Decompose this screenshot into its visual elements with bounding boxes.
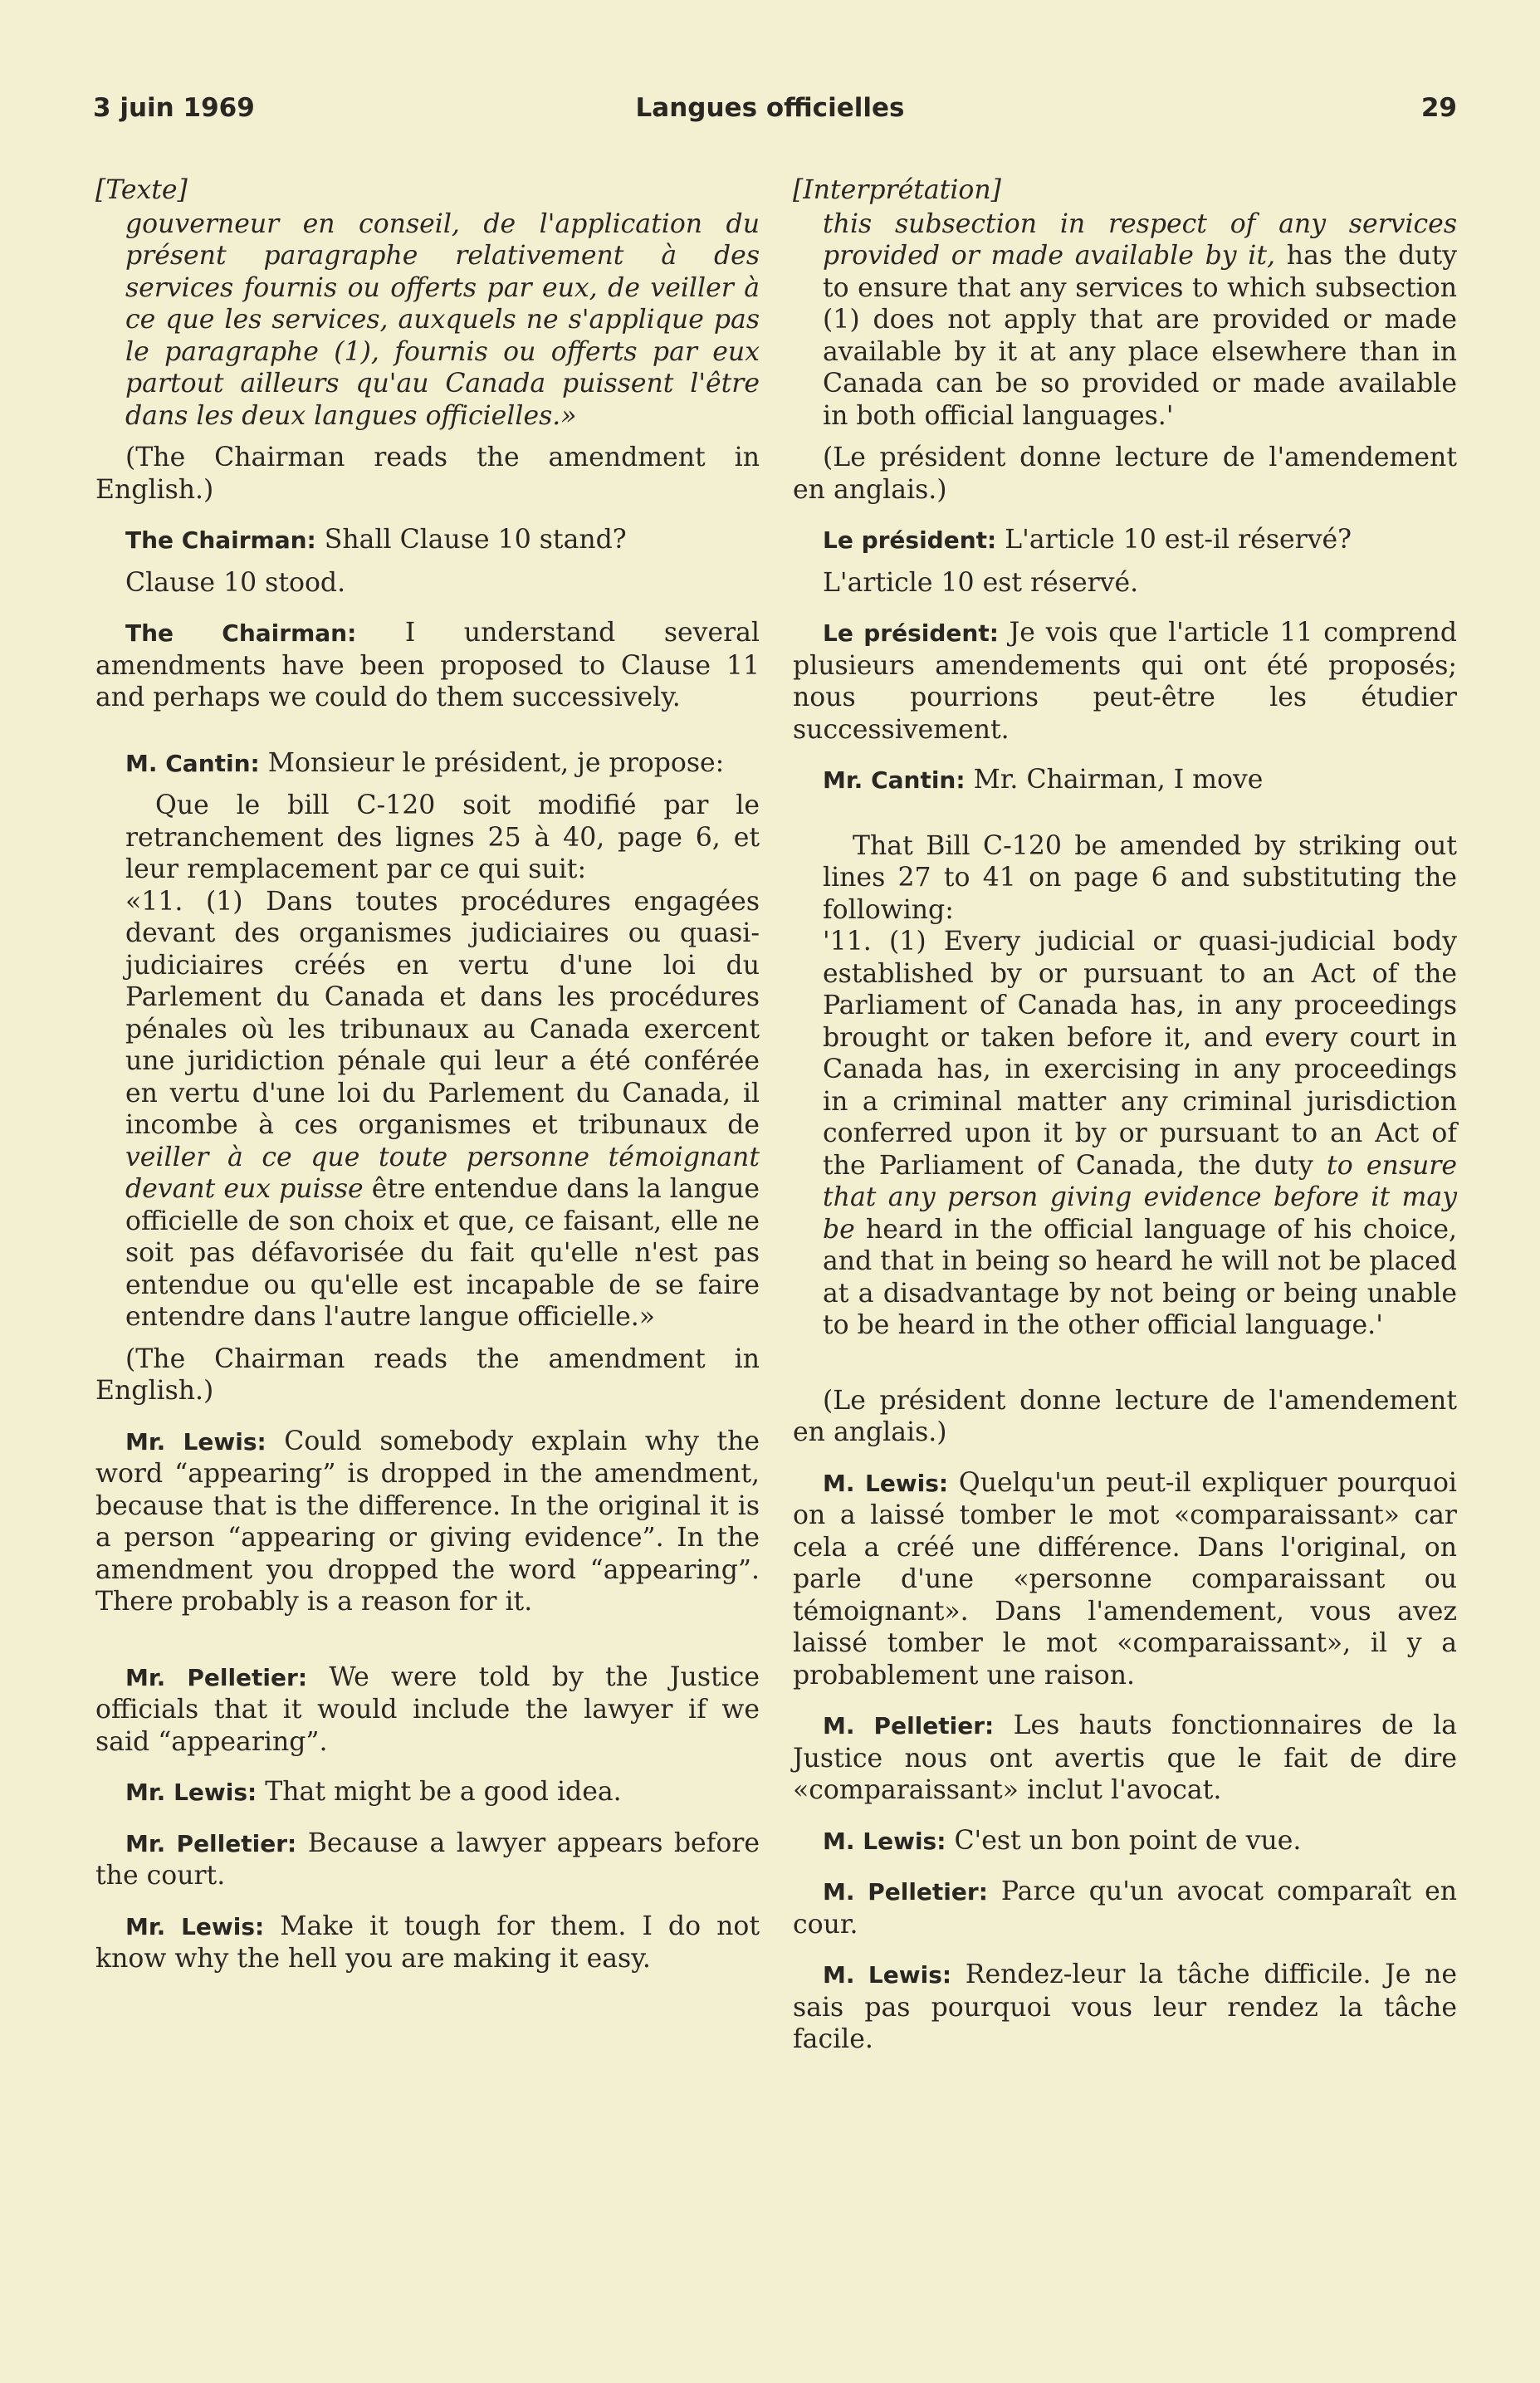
amendment-emphasis: veiller à ce que toute personne témoignant devant eux puisse bbox=[125, 1142, 760, 1204]
speaker-paragraph bbox=[95, 1828, 760, 1892]
speaker-paragraph bbox=[793, 1825, 1457, 1858]
speaker-name: Mr. Pelletier: bbox=[125, 1663, 308, 1691]
paragraph: (Le président donne lecture de l'amendement en anglais.) bbox=[793, 443, 1457, 505]
speech-text: We were told by the Justice officials that it would include the lawyer if we said “appearing”. bbox=[95, 1661, 760, 1757]
paragraph: gouverneur en conseil, de l'application du présent paragraphe relativement à des services fournis ou offerts par eux, de veiller à ce que les services, auxquels ne s'applique pas le paragraphe (1), fournis ou offerts par eux partout ailleurs qu'au Canada puissent l'être dans les deux langues officielles.» bbox=[125, 208, 760, 431]
amendment-text bbox=[95, 886, 760, 1333]
speaker-paragraph bbox=[793, 1710, 1457, 1807]
page-number: 29 bbox=[1420, 93, 1457, 123]
speaker-paragraph bbox=[95, 1661, 760, 1759]
speech-text: Quelqu'un peut-il expliquer pourquoi on a laissé tomber le mot «comparaissant» car cela a créé une différence. Dans l'original, on parle d'une «personne comparaissant ou témoignant». Dans l'amendement, vous avez laissé tomber le mot «comparaissant», il y a probablement une raison. bbox=[793, 1467, 1457, 1691]
speaker-paragraph bbox=[793, 617, 1457, 746]
speech-text: Make it tough for them. I do not know why the hell you are making it easy. bbox=[95, 1911, 760, 1974]
speaker-name: M. Lewis: bbox=[823, 1827, 946, 1855]
section-tag: [Interprétation] bbox=[793, 175, 1001, 205]
speaker-name: Mr. Cantin: bbox=[823, 766, 966, 794]
speech-text: I understand several amendments have been proposed to Clause 11 and perhaps we could do them successively. bbox=[95, 618, 760, 712]
speaker-paragraph bbox=[793, 1467, 1457, 1692]
speech-text: L'article 10 est-il réservé? bbox=[1005, 525, 1352, 555]
speech-text: Je vois que l'article 11 comprend plusieurs amendements qui ont été proposés; nous pourrions peut-être les étudier successivement. bbox=[793, 618, 1458, 745]
amendment-emphasis: to ensure that any person giving evidence before it may be bbox=[823, 1150, 1457, 1245]
paragraph-emphasis: this subsection in respect of any services provided or made available by it, bbox=[823, 208, 1457, 271]
speaker-paragraph bbox=[95, 617, 760, 714]
speaker-name: The Chairman: bbox=[125, 526, 316, 554]
right-column bbox=[793, 174, 1457, 2056]
speech-text: That might be a good idea. bbox=[265, 1777, 622, 1807]
amendment-part: «11. (1) Dans toutes procédures engagées devant des organismes judiciaires ou quasi-judiciaires créés en vertu d'une loi du Parlement du Canada et dans les procédures pénales où les tribunaux au Canada exercent une juridiction pénale qui leur a été conférée en vertu d'une loi du Parlement du Canada, il incombe à ces organismes et tribunaux de bbox=[125, 886, 760, 1140]
speaker-paragraph bbox=[793, 764, 1457, 797]
amendment-part: être entendue dans la langue officielle de son choix et que, ce faisant, elle ne soit pas défavorisée du fait qu'elle n'est pas entendue ou qu'elle est incapable de se faire entendre dans l'autre langue officielle.» bbox=[125, 1174, 760, 1332]
header-title: Langues officielles bbox=[635, 93, 905, 123]
speaker-paragraph bbox=[793, 524, 1457, 557]
speech-text: C'est un bon point de vue. bbox=[954, 1825, 1302, 1856]
speaker-name: Le président: bbox=[823, 619, 999, 647]
amendment-part: heard in the official language of his choice, and that in being so heard he will not be placed at a disadvantage by not being or being unable to be heard in the other official language.' bbox=[823, 1214, 1457, 1340]
speaker-name: M. Lewis: bbox=[823, 1961, 952, 1989]
speech-text: Les hauts fonctionnaires de la Justice nous ont avertis que le fait de dire «comparaissant» inclut l'avocat. bbox=[793, 1710, 1457, 1805]
speaker-name: M. Pelletier: bbox=[823, 1878, 988, 1906]
speech-text: Rendez-leur la tâche difficile. Je ne sais pas pourquoi vous leur rendez la tâche facile. bbox=[793, 1960, 1457, 2054]
speaker-paragraph bbox=[793, 1876, 1457, 1940]
header-date: 3 juin 1969 bbox=[93, 93, 255, 123]
speaker-paragraph bbox=[95, 1426, 760, 1618]
speaker-paragraph bbox=[95, 747, 760, 780]
speaker-paragraph bbox=[95, 1911, 760, 1975]
speaker-paragraph bbox=[793, 1959, 1457, 2056]
paragraph: (Le président donne lecture de l'amendement en anglais.) bbox=[793, 1385, 1457, 1447]
speaker-name: Mr. Pelletier: bbox=[125, 1829, 297, 1857]
speaker-paragraph bbox=[95, 1776, 760, 1809]
motion-text: That Bill C-120 be amended by striking out lines 27 to 41 on page 6 and substituting the following: bbox=[823, 830, 1457, 925]
speech-text: Monsieur le président, je propose: bbox=[267, 747, 725, 778]
speaker-name: M. Cantin: bbox=[125, 749, 260, 777]
speech-text: Could somebody explain why the word “appearing” is dropped in the amendment, because that is the difference. In the original it is a person “appearing or giving evidence”. In the amendment you dropped the word “appearing”. There probably is a reason for it. bbox=[95, 1426, 760, 1617]
left-column bbox=[95, 174, 760, 1975]
speaker-name: Le président: bbox=[823, 526, 997, 554]
speech-text: Mr. Chairman, I move bbox=[973, 765, 1264, 795]
speech-text: Shall Clause 10 stand? bbox=[324, 525, 627, 555]
speaker-paragraph bbox=[95, 524, 760, 557]
amendment-text bbox=[793, 926, 1457, 1342]
speaker-name: Mr. Lewis: bbox=[125, 1779, 257, 1806]
speaker-name: Mr. Lewis: bbox=[125, 1427, 266, 1456]
speaker-name: M. Pelletier: bbox=[823, 1712, 995, 1740]
paragraph: L'article 10 est réservé. bbox=[823, 567, 1139, 598]
paragraph bbox=[793, 208, 1457, 433]
speech-text: Because a lawyer appears before the court. bbox=[95, 1828, 760, 1891]
paragraph: Clause 10 stood. bbox=[125, 567, 346, 598]
paragraph-part: has the duty to ensure that any services to which subsection (1) does not apply that are provided or made available by it at any place elsewhere than in Canada can be so provided or made available in both official languages.' bbox=[823, 241, 1457, 431]
speaker-name: M. Lewis: bbox=[823, 1469, 949, 1497]
speech-text: Parce qu'un avocat comparaît en cour. bbox=[793, 1877, 1457, 1940]
motion-text: Que le bill C-120 soit modifié par le retranchement des lignes 25 à 40, page 6, et leur remplacement par ce qui suit: bbox=[125, 790, 760, 884]
amendment-part: '11. (1) Every judicial or quasi-judicial body established by or pursuant to an Act of the Parliament of Canada has, in any proceedings brought or taken before it, and every court in Canada has, in exercising in any proceedings in a criminal matter any criminal jurisdiction conferred upon it by or pursuant to an Act of the Parliament of Canada, the duty bbox=[823, 927, 1457, 1181]
speaker-name: Mr. Lewis: bbox=[125, 1912, 265, 1940]
paragraph: (The Chairman reads the amendment in English.) bbox=[95, 443, 760, 505]
paragraph: (The Chairman reads the amendment in English.) bbox=[95, 1343, 760, 1406]
speaker-name: The Chairman: bbox=[125, 619, 357, 647]
section-tag: [Texte] bbox=[95, 175, 188, 205]
